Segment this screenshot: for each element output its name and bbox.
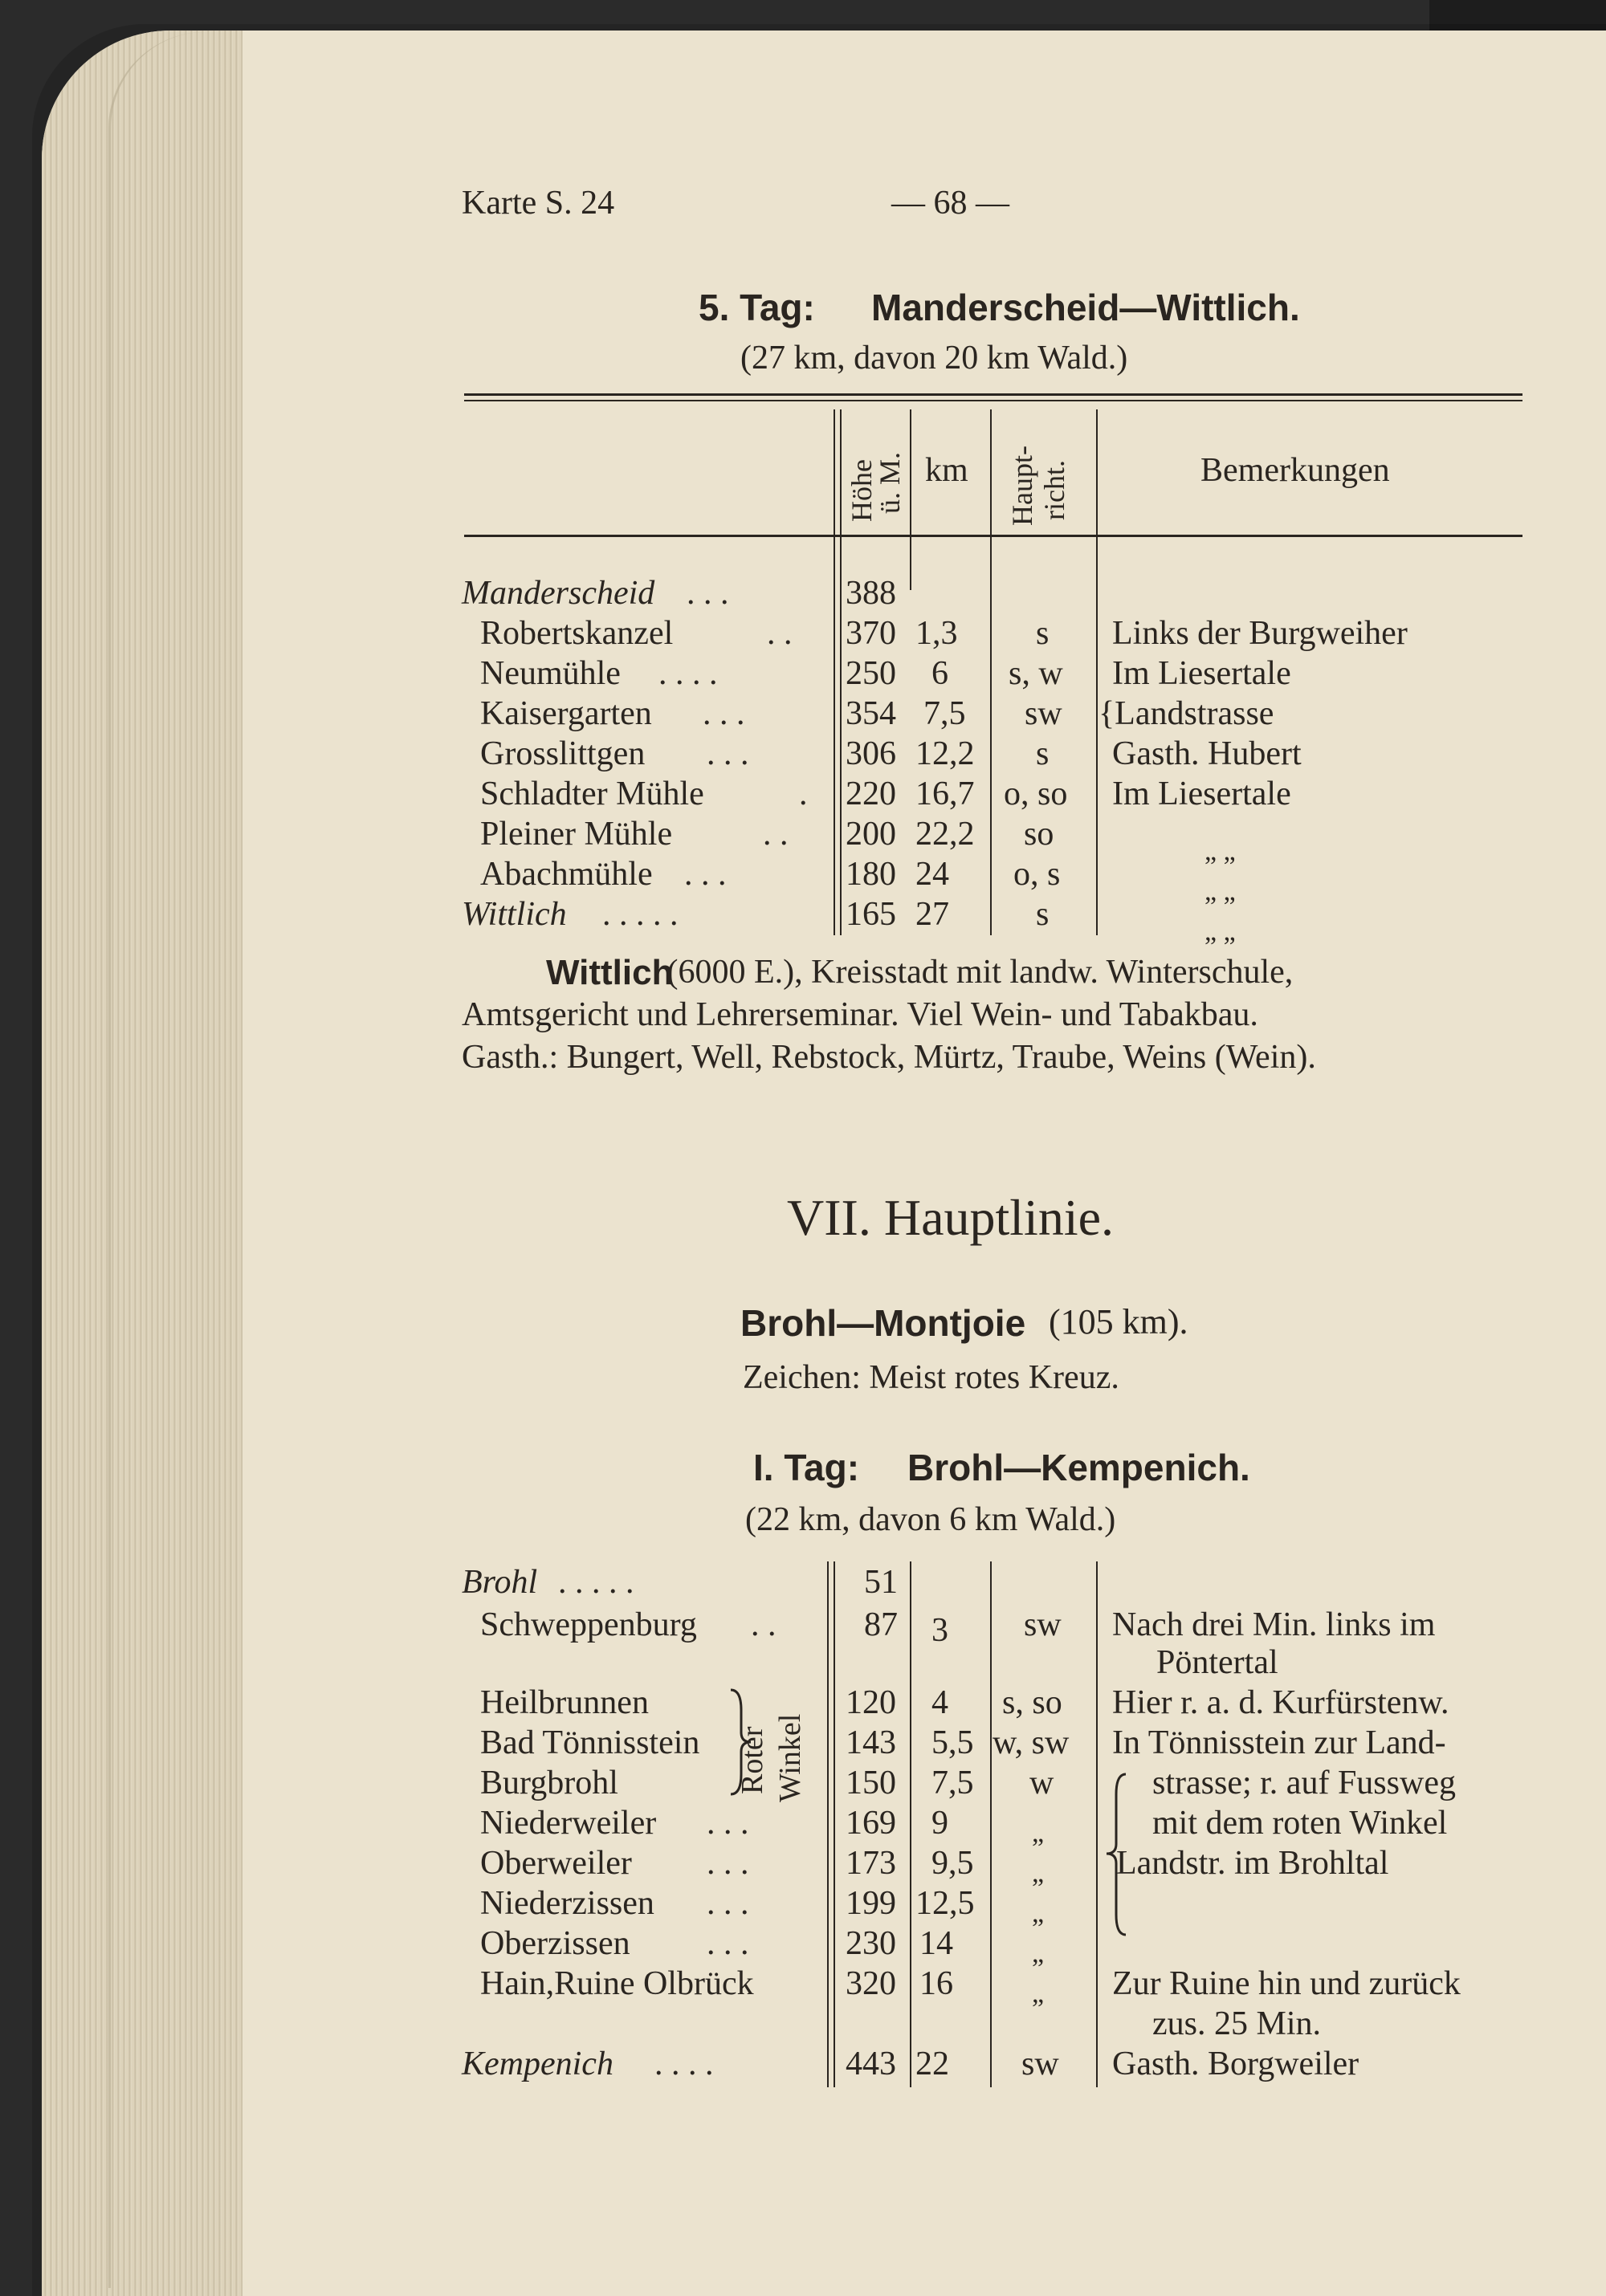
wittlich-bold: Wittlich <box>546 953 674 992</box>
t2-km: 12,5 <box>915 1885 975 1922</box>
route-rest: (105 km). <box>1040 1302 1188 1341</box>
t2-dots: . . . . . <box>558 1564 634 1601</box>
t2-km: 5,5 <box>931 1724 974 1761</box>
t1-dir: o, so <box>1004 776 1068 812</box>
t1-km: 12,2 <box>915 735 975 772</box>
t1-dots: . . . <box>703 695 745 732</box>
t1-dots: . <box>799 776 808 812</box>
t2-height: 51 <box>864 1564 898 1601</box>
t1-km: 22,2 <box>915 816 975 853</box>
t1-vrule-e <box>1096 409 1098 935</box>
t2-vrule-b <box>834 1561 835 2087</box>
t1-km: 1,3 <box>915 615 958 652</box>
t1-height: 180 <box>846 856 896 893</box>
day5-title-prefix: 5. Tag: <box>699 287 815 328</box>
t2-km: 3 <box>931 1612 948 1649</box>
t1-vrule-d <box>990 409 992 935</box>
t2-height: 320 <box>846 1965 896 2002</box>
t2-remark: Gasth. Borgweiler <box>1112 2046 1359 2082</box>
t2-place: Kempenich <box>462 2046 613 2082</box>
t1-dots: . . . <box>707 735 749 772</box>
t2-km: 7,5 <box>931 1765 974 1801</box>
t2-km: 9 <box>931 1805 948 1842</box>
t2-dir-ditto: „ <box>1032 1858 1045 1888</box>
t2-dots: . . . <box>707 1805 749 1842</box>
t2-km: 16 <box>919 1965 953 2002</box>
t1-km: 7,5 <box>923 695 966 732</box>
t2-vrule-e <box>1096 1561 1098 2087</box>
col-remarks: Bemerkungen <box>1200 452 1390 489</box>
t2-height: 143 <box>846 1724 896 1761</box>
t1-vrule-a <box>834 409 835 935</box>
t2-place: Niederzissen <box>480 1885 654 1922</box>
page-number: — 68 — <box>891 185 1009 222</box>
t2-height: 199 <box>846 1885 896 1922</box>
day1-title-prefix: I. Tag: <box>753 1447 860 1488</box>
t2-km: 4 <box>931 1684 948 1721</box>
t2-height: 87 <box>864 1606 898 1643</box>
route-bold: Brohl—Montjoie <box>740 1302 1026 1344</box>
table1-header-rule <box>464 535 1522 537</box>
t2-dir-ditto: „ <box>1032 1818 1045 1848</box>
t2-height: 169 <box>846 1805 896 1842</box>
t2-remark: In Tönnisstein zur Land- <box>1112 1724 1446 1761</box>
t2-remark: strasse; r. auf Fussweg <box>1152 1765 1456 1801</box>
t2-km: 9,5 <box>931 1845 974 1882</box>
t1-dir: s <box>1036 615 1050 652</box>
t1-dots: . . . <box>687 575 729 612</box>
t1-height: 165 <box>846 896 896 933</box>
t2-dir-ditto: „ <box>1032 1899 1045 1928</box>
t2-place: Brohl <box>462 1564 538 1601</box>
t2-place: Oberweiler <box>480 1845 632 1882</box>
t2-place: Schweppenburg <box>480 1606 697 1643</box>
t2-remark: Hier r. a. d. Kurfürstenw. <box>1112 1684 1449 1721</box>
t2-place: Bad Tönnisstein <box>480 1724 700 1761</box>
t1-place: Wittlich <box>462 896 567 933</box>
wittlich-line1: (6000 E.), Kreisstadt mit landw. Winterschule, <box>658 954 1294 991</box>
t1-place: Neumühle <box>480 655 621 692</box>
t1-vrule-b <box>840 409 842 935</box>
day5-subtitle: (27 km, davon 20 km Wald.) <box>740 340 1128 377</box>
signs-text: Zeichen: Meist rotes Kreuz. <box>743 1359 1119 1396</box>
t2-km: 14 <box>919 1925 953 1962</box>
t1-remark: Im Liesertale <box>1112 776 1291 812</box>
t2-remark: zus. 25 Min. <box>1152 2005 1321 2042</box>
t2-dots: . . . <box>707 1845 749 1882</box>
t1-height: 388 <box>846 575 896 612</box>
map-reference: Karte S. 24 <box>462 185 615 222</box>
col-hoehe-2: ü. M. <box>874 451 906 514</box>
t1-dir: s <box>1036 735 1050 772</box>
table1-top-rule <box>464 393 1522 396</box>
table1-top-rule-2 <box>464 400 1522 401</box>
t1-remark: Im Liesertale <box>1112 655 1291 692</box>
bracket-label-winkel: Winkel <box>773 1713 807 1802</box>
t2-remark: Landstr. im Brohltal <box>1116 1845 1389 1882</box>
t2-dir-ditto: „ <box>1032 1979 1045 2009</box>
t2-km: 22 <box>915 2046 949 2082</box>
t1-height: 370 <box>846 615 896 652</box>
t2-dir-ditto: „ <box>1032 1939 1045 1968</box>
t2-place: Hain,Ruine Olbrück <box>480 1965 754 2002</box>
col-haupt-1: Haupt- <box>1006 446 1038 526</box>
col-km: km <box>925 452 968 489</box>
t2-vrule-a <box>827 1561 829 2087</box>
t2-dir: s, so <box>1002 1684 1062 1721</box>
col-haupt-2: richt. <box>1038 460 1070 520</box>
t1-place: Manderscheid <box>462 575 655 612</box>
t1-place: Abachmühle <box>480 856 653 893</box>
t2-dir: w, sw <box>993 1724 1070 1761</box>
t1-place: Schladter Mühle <box>480 776 704 812</box>
bracket-label-roter: Roter <box>736 1726 769 1794</box>
t1-height: 200 <box>846 816 896 853</box>
t1-dir: s <box>1036 896 1050 933</box>
t1-dots: . . . . . <box>602 896 679 933</box>
t1-km: 16,7 <box>915 776 975 812</box>
t1-remark: Gasth. Hubert <box>1112 735 1302 772</box>
t2-dots: . . . <box>707 1885 749 1922</box>
t2-height: 173 <box>846 1845 896 1882</box>
t2-place: Heilbrunnen <box>480 1684 649 1721</box>
col-hoehe-1: Höhe <box>846 459 878 522</box>
t2-height: 150 <box>846 1765 896 1801</box>
t1-dots: . . . . <box>658 655 718 692</box>
t2-dir: sw <box>1021 2046 1059 2082</box>
t2-remark: Nach drei Min. links im <box>1112 1606 1436 1643</box>
t1-place: Pleiner Mühle <box>480 816 673 853</box>
t1-height: 354 <box>846 695 896 732</box>
t2-remark: Pöntertal <box>1156 1644 1278 1681</box>
t2-dots: . . . . <box>654 2046 714 2082</box>
t1-dir: sw <box>1025 695 1062 732</box>
t1-remark: {Landstrasse <box>1099 695 1274 732</box>
t2-dots: . . <box>751 1606 777 1643</box>
t2-dir: sw <box>1024 1606 1062 1643</box>
t1-height: 250 <box>846 655 896 692</box>
day1-title-route: Brohl—Kempenich. <box>907 1447 1250 1488</box>
t1-km: 27 <box>915 896 949 933</box>
t1-place: Grosslittgen <box>480 735 646 772</box>
day5-title-route: Manderscheid—Wittlich. <box>871 287 1300 328</box>
t1-km: 24 <box>915 856 949 893</box>
leaf-curve <box>108 32 207 2288</box>
t2-dir: w <box>1029 1765 1054 1801</box>
t2-place: Niederweiler <box>480 1805 657 1842</box>
t2-dots: . . . <box>707 1925 749 1962</box>
t1-height: 220 <box>846 776 896 812</box>
t2-vrule-d <box>990 1561 992 2087</box>
t1-dots: . . <box>767 615 793 652</box>
main-line-heading: VII. Hauptlinie. <box>787 1189 1114 1246</box>
t1-remark-ditto: „ „ <box>1204 917 1236 946</box>
wittlich-line2: Amtsgericht und Lehrerseminar. Viel Wein- und Tabakbau. <box>462 996 1258 1033</box>
t1-dir: o, s <box>1013 856 1061 893</box>
t1-dots: . . <box>763 816 789 853</box>
t1-remark-ditto: „ „ <box>1204 877 1236 906</box>
t2-height: 443 <box>846 2046 896 2082</box>
t1-dots: . . . <box>684 856 727 893</box>
t1-place: Kaisergarten <box>480 695 652 732</box>
day1-subtitle: (22 km, davon 6 km Wald.) <box>745 1501 1116 1538</box>
t2-height: 120 <box>846 1684 896 1721</box>
t1-dir: so <box>1024 816 1054 853</box>
t1-remark: Links der Burgweiher <box>1112 615 1408 652</box>
t1-vrule-c <box>910 409 911 590</box>
t2-height: 230 <box>846 1925 896 1962</box>
t1-dir: s, w <box>1009 655 1063 692</box>
t1-place: Robertskanzel <box>480 615 674 652</box>
t1-remark-ditto: „ „ <box>1204 837 1236 866</box>
t2-place: Oberzissen <box>480 1925 630 1962</box>
t2-place: Burgbrohl <box>480 1765 618 1801</box>
t2-vrule-c <box>910 1561 911 2087</box>
t1-km: 6 <box>931 655 948 692</box>
t1-height: 306 <box>846 735 896 772</box>
t2-remark: mit dem roten Winkel <box>1152 1805 1448 1842</box>
t2-remark: Zur Ruine hin und zurück <box>1112 1965 1461 2002</box>
wittlich-line3: Gasth.: Bungert, Well, Rebstock, Mürtz, Traube, Weins (Wein). <box>462 1039 1316 1076</box>
